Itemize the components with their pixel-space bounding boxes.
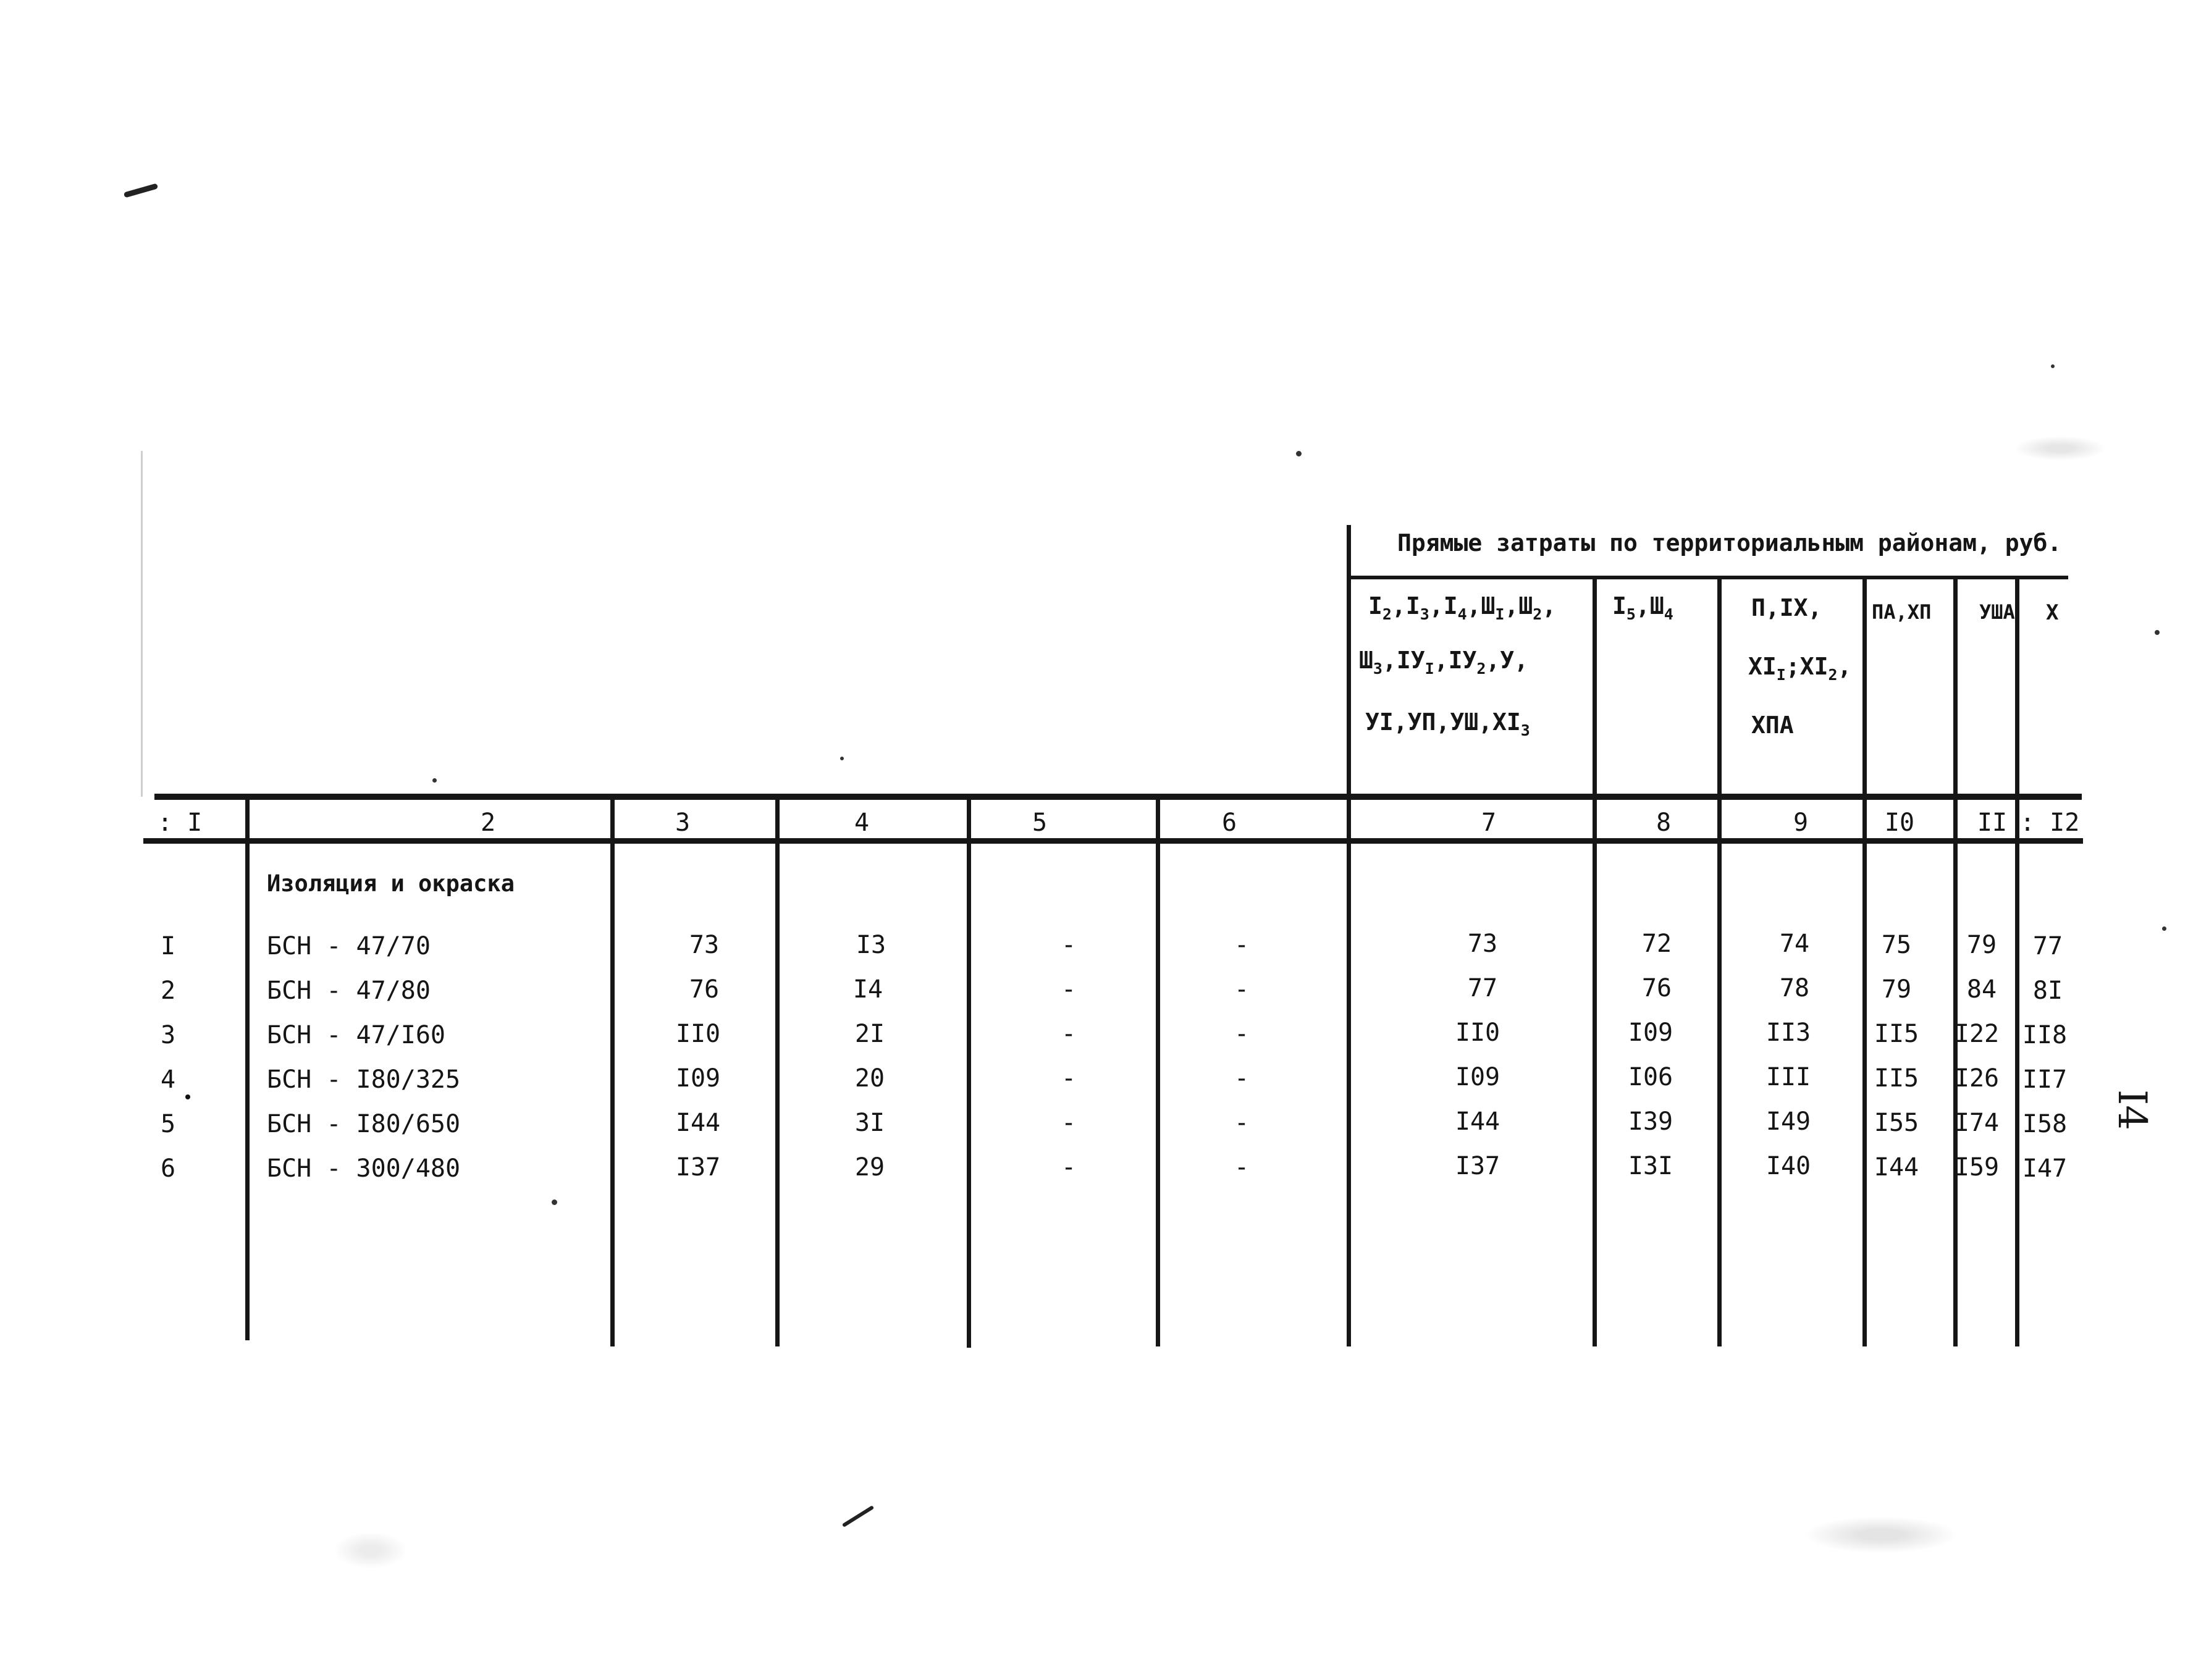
cell-col4: 3I [854, 1109, 885, 1137]
page-number: I4 [2109, 1090, 2155, 1130]
row-number: 2 [161, 976, 176, 1005]
item-name: БСН - 47/I60 [267, 1021, 445, 1049]
cell-col12: II7 [2022, 1065, 2068, 1094]
cell-col9: 74 [1779, 930, 1810, 958]
cell-col11: 79 [1966, 931, 1997, 959]
cell-col12: 77 [2032, 932, 2063, 960]
cell-col12: I58 [2022, 1110, 2068, 1138]
cell-col9: 78 [1779, 974, 1810, 1002]
cell-col4: I4 [852, 975, 883, 1004]
cell-col3: II0 [675, 1020, 721, 1048]
cell-col10: I44 [1874, 1153, 1919, 1182]
region-col7-line2: $Ш_3,IУ_I,IУ_2,У$, [1359, 647, 1529, 678]
colnum-2: 2 [480, 808, 496, 837]
cell-col11: I74 [1954, 1109, 2000, 1137]
region-header-col11: УША [1979, 600, 2015, 624]
scan-speck [2155, 630, 2160, 635]
scan-smudge [1804, 1516, 1958, 1553]
scan-speck [1296, 451, 1302, 456]
colnum-10: I0 [1884, 808, 1915, 837]
cell-col10: 79 [1881, 975, 1912, 1004]
scan-speck [185, 1094, 190, 1099]
colnum-3: 3 [675, 808, 691, 837]
colnum-12: : I2 [2020, 808, 2080, 837]
cell-col3: I37 [675, 1153, 721, 1182]
region-header-col8: $I_5,Ш_4$ [1612, 592, 1673, 623]
colnum-9: 9 [1793, 808, 1809, 837]
region-header-col10: ПА,ХП [1872, 600, 1932, 624]
cell-col4: 20 [854, 1064, 885, 1093]
row-number: 5 [161, 1110, 176, 1138]
colnum-11: II [1977, 808, 2008, 837]
scan-speck [840, 757, 844, 760]
section-title: Изоляция и окраска [267, 870, 515, 897]
region-header-col12: Х [2046, 600, 2059, 625]
cell-col4: 29 [854, 1153, 885, 1182]
colnum-8: 8 [1656, 808, 1672, 837]
cell-col8: I09 [1628, 1018, 1673, 1047]
cell-col6: - [1234, 931, 1250, 959]
row-number: 3 [161, 1021, 176, 1049]
cell-col9: I49 [1765, 1107, 1811, 1136]
scan-speck [552, 1199, 557, 1205]
row-number: 6 [161, 1154, 176, 1183]
region-col9-line1: П,IX, [1751, 594, 1822, 621]
cell-col4: I3 [856, 931, 886, 959]
cell-col9: III [1765, 1063, 1811, 1091]
cell-col9: I40 [1765, 1152, 1811, 1180]
item-name: БСН - 47/80 [267, 976, 431, 1005]
cell-col5: - [1061, 1020, 1077, 1048]
cell-col7: II0 [1455, 1018, 1500, 1047]
rule-v-4-5 [967, 798, 971, 1348]
cell-col8: I39 [1628, 1107, 1673, 1136]
rule-v-8-9 [1717, 576, 1722, 1346]
colnum-6: 6 [1221, 808, 1237, 837]
cell-col12: II8 [2022, 1021, 2068, 1049]
cell-col11: I59 [1954, 1153, 2000, 1182]
cell-col7: I09 [1455, 1063, 1500, 1091]
cell-col3: I44 [675, 1109, 721, 1137]
cell-col3: I09 [675, 1064, 721, 1093]
cell-col11: I22 [1954, 1020, 2000, 1048]
rule-h-regions-top [1347, 576, 2068, 579]
cell-col8: 76 [1641, 974, 1672, 1002]
item-name: БСН - I80/325 [267, 1065, 461, 1094]
row-number: I [161, 932, 176, 960]
cell-col11: 84 [1966, 975, 1997, 1004]
cell-col11: I26 [1954, 1064, 2000, 1093]
cell-col10: II5 [1874, 1020, 1919, 1048]
cell-col10: II5 [1874, 1064, 1919, 1093]
cell-col5: - [1061, 1153, 1077, 1182]
item-name: БСН - I80/650 [267, 1110, 461, 1138]
scan-speck [2162, 926, 2166, 931]
scan-speck [2051, 364, 2055, 368]
cell-col7: I44 [1455, 1107, 1500, 1136]
colnum-5: 5 [1032, 808, 1048, 837]
region-col7-line3: $УI,УП,УШ,XI_3$ [1365, 708, 1530, 739]
row-number: 4 [161, 1065, 176, 1094]
regional-costs-heading: Прямые затраты по территориальным районам, руб. [1397, 529, 2062, 556]
cell-col12: 8I [2032, 976, 2063, 1005]
cell-col7: 73 [1467, 930, 1498, 958]
cell-col3: 76 [689, 975, 720, 1004]
cell-col7: I37 [1455, 1152, 1500, 1180]
rule-v-regions-left [1347, 525, 1351, 1346]
cell-col6: - [1234, 1020, 1250, 1048]
cell-col6: - [1234, 975, 1250, 1004]
cell-col10: I55 [1874, 1109, 1919, 1137]
region-col9-line2: $XI_I;XI_2$, [1748, 653, 1852, 684]
scan-smudge [2014, 436, 2106, 461]
rule-v-5-6 [1156, 798, 1160, 1346]
colnum-7: 7 [1481, 808, 1497, 837]
cell-col6: - [1234, 1153, 1250, 1182]
rule-v-10-11 [1953, 576, 1958, 1346]
colnum-1: : I [158, 808, 203, 837]
cell-col3: 73 [689, 931, 720, 959]
cell-col10: 75 [1881, 931, 1912, 959]
colnum-4: 4 [854, 808, 870, 837]
cell-col7: 77 [1467, 974, 1498, 1002]
cell-col5: - [1061, 931, 1077, 959]
cell-col5: - [1061, 1109, 1077, 1137]
rule-v-7-8 [1593, 576, 1597, 1346]
rule-h-numbers-bottom [143, 838, 2083, 844]
rule-v-11-12 [2015, 576, 2019, 1346]
item-name: БСН - 300/480 [267, 1154, 461, 1183]
region-col9-line3: ХПА [1751, 712, 1794, 739]
scan-stroke [842, 1505, 874, 1527]
scan-speck [432, 778, 437, 783]
cell-col4: 2I [854, 1020, 885, 1048]
cell-col8: I06 [1628, 1063, 1673, 1091]
cell-col5: - [1061, 975, 1077, 1004]
cell-col5: - [1061, 1064, 1077, 1093]
scan-stroke [124, 183, 158, 198]
cell-col8: I3I [1628, 1152, 1673, 1180]
cell-col9: II3 [1765, 1018, 1811, 1047]
rule-v-3-4 [775, 798, 780, 1346]
left-margin-mark [141, 451, 143, 797]
cell-col12: I47 [2022, 1154, 2068, 1183]
rule-v-9-10 [1862, 576, 1867, 1346]
scan-smudge [334, 1532, 408, 1569]
rule-v-1-2 [245, 798, 250, 1340]
item-name: БСН - 47/70 [267, 932, 431, 960]
cell-col8: 72 [1641, 930, 1672, 958]
cell-col6: - [1234, 1109, 1250, 1137]
rule-v-2-3 [610, 798, 615, 1346]
cell-col6: - [1234, 1064, 1250, 1093]
rule-h-top [154, 794, 2082, 800]
region-col7-line1: $I_2,I_3,I_4,Ш_I,Ш_2$, [1368, 592, 1557, 623]
